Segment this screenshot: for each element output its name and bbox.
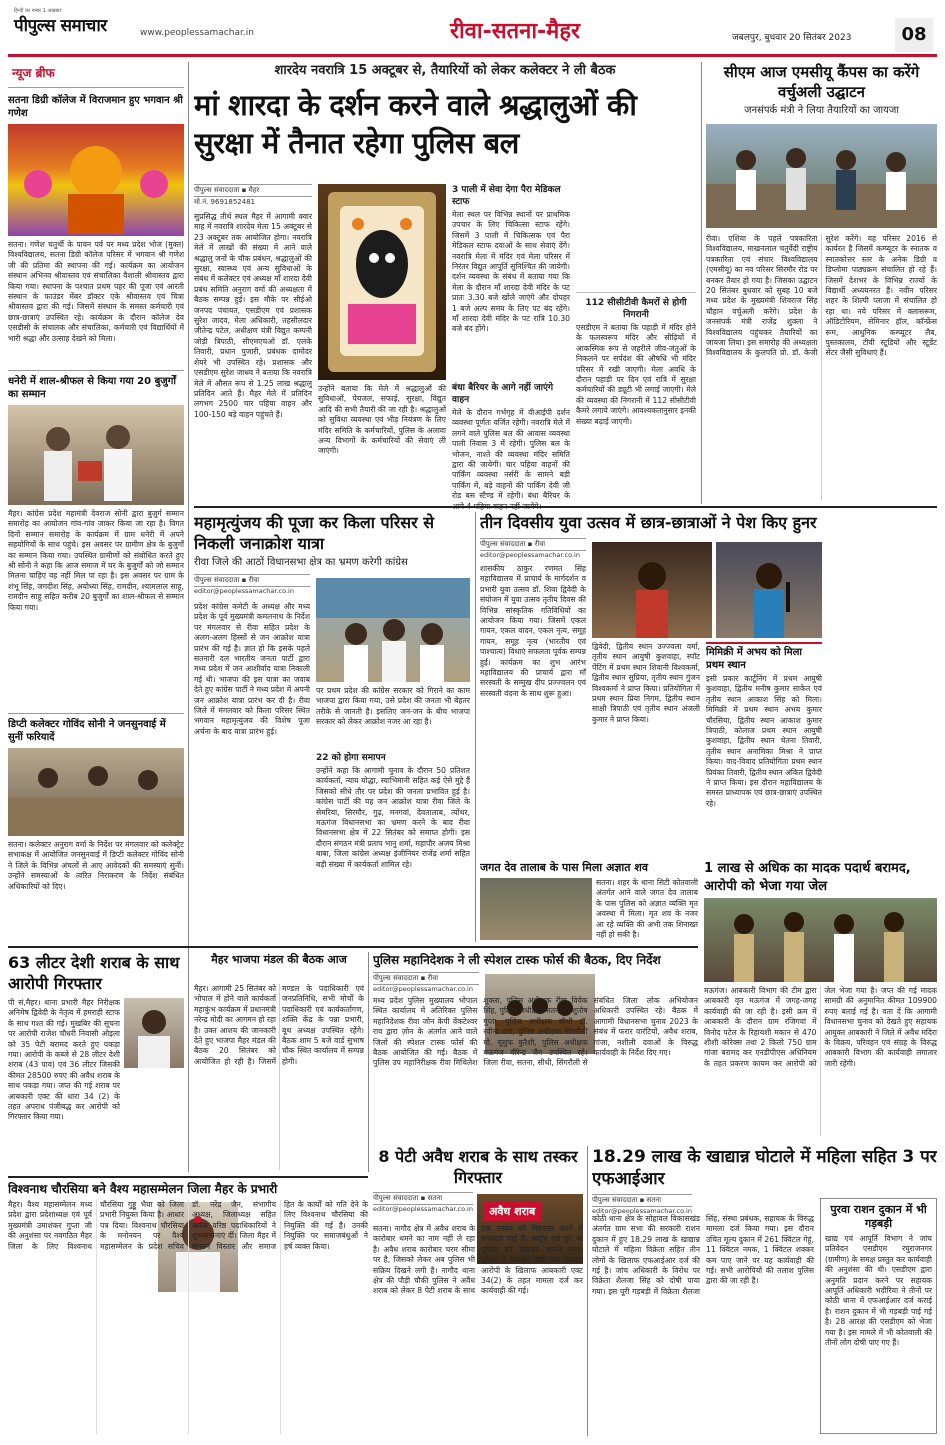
- yuva-email: editor@peoplessamachar.co.in: [480, 551, 580, 559]
- unknown-body-story: [480, 860, 698, 942]
- police-body: मध्य प्रदेश पुलिस मुख्यालय भोपाल स्थित कार्यालय में अतिरिक्त पुलिस महानिदेशक रीवा जोन केपी वेंकटेश्वर राव द्वारा ज़ोन के अंतर्गत आने वाले जिलों की स्पेशल टास्क फोर्स की बैठक आयोजित की गई। बैठक में पुलिस उप महानिरीक्षक रीवा मिथिलेश शुक्ला, पुलिस अधीक्षक रीवा विवेक सिंह, पुलिस अधीक्षक सतना आशुतोष गुप्ता, पुलिस अधीक्षक सीधी डॉ. रवीन्द्र वर्मा, पुलिस अधीक्षक सिंगरौली मो. यूसुफ कुरैशी, पुलिस अधीक्षक मऊगंज वीरेन्द्र जैन उपस्थित रहे। जिला रीवा, सतना, सीधी, सिंगरौली से संबंधित जिला लोक अभियोजन अधिकारी उपस्थित रहे। बैठक में आगामी विधानसभा चुनाव 2023 के संबंध में फरार वारंटियों, अवैध शराब, गांजा, नशीली दवाओं के विरुद्ध कार्यवाही के निर्देश दिए गए।: [373, 996, 698, 1068]
- janakrosh-headline: महामृत्युंजय की पूजा कर किला परिसर से निकली जनाक्रोश यात्रा: [194, 513, 435, 553]
- liquor-63-story: [8, 952, 184, 1172]
- food-side-box: [820, 1198, 937, 1434]
- edition-title: रीवा-सतना-मैहर: [449, 19, 581, 44]
- yuva-body-3b: [828, 542, 937, 854]
- lead-sub-3: 112 सीसीटीवी कैमरों से होगी निगरानी: [576, 292, 696, 321]
- brief-2-body: मैहर। कांग्रेस प्रदेश महामंत्री देवराज सोनी द्वारा बुजुर्ग सम्मान समारोह का आयोजन गांव-गांव जाकर किया जा रहा है। विगत दिनों सम्मान समारोह के कार्यक्रम में ग्राम धनेरी में अपने सहयोगियों के साथ पहुंचे। इस अवसर पर ग्रामीण क्षेत्र के बुजुर्गों का सम्मान किया गया। उपस्थित ग्रामीणों को संबोधित करते हुए श्री सोनी ने कहा कि आज समाज में घर के बुजुर्गों को जो सम्मान मिलना चाहिए वह नहीं मिल पा रहा है। इस अवसर पर ग्राम के शंभू सिंह, जगदीश सिंह, अयोध्या सिंह, रामदीन, श्यामलाल साहू, रामदीन साहू सहित करीब 20 बुजुर्गों का शाल-श्रीफल से सम्मान किया गया।: [8, 509, 184, 612]
- yuva-photo-2: [716, 542, 822, 638]
- logo-tagline: हिन्दी का नम्बर 1 अखबार: [14, 8, 62, 14]
- maa-sharda-idol-illustration: [318, 184, 446, 380]
- lead-body-1: सुप्रसिद्ध तीर्थ स्थल मैहर में आगामी क्वार माह में नवरात्रि शारदेय मेला 15 अक्टूबर से 23 अक्टूबर तक आयोजित होगा। नवरात्रि मेले में लाखों की संख्या में आने वाले श्रद्धालु जनों के चौक प्रबंधन, श्रद्धालुओं की सुरक्षा, स्वास्थ्य एवं अन्य सुविधाओं के संबंध में कलेक्टर एवं अध्यक्ष माँ शारदा देवी प्रबंध समिति अनुराग वर्मा की अध्यक्षता में बैठक सम्पन्न हुई। इस मौके पर सीईओ जनपद पंचायत, एसडीएम एवं प्रशासक सुरेश जादव, मेला अधिकारी, तहसीलदार जीतेन्द्र पटेल, अधीक्षण यंत्री विद्युत कम्पनी जोड़ी त्रिपाठी, सीएमएचओ डॉ. एलके तिवारी, प्रधान पुजारी, प्रबंधक दामोदर शेयरे भी उपस्थित रहे। प्रशासक और एसडीएम सुरेश जाधव ने बताया कि नवरात्रि मेले में औसत रूप से 1.25 लाख श्रद्धालु प्रतिदिन आते हैं। मैहर मेले में प्रतिदिन लगभग 2500 चार पहिया वाहन और 100-150 बड़े वाहन पहुंचते हैं।: [194, 212, 312, 419]
- yuva-utsav-story: [480, 512, 937, 857]
- brief-1-body: सतना। गणेश चतुर्थी के पावन पर्व पर मध्य प्रदेश भोज (मुक्त) विश्वविद्यालय, सतना डिग्री कॉलेज परिसर में भगवान श्री गणेश जी की प्रतिमा की स्थापना की गई। कार्यक्रम का आयोजन संस्थान अभिनव श्रीवास्तव एवं संचालिका वैशाली श्रीवास्तव द्वारा किया गया। स्थापना के पश्चात प्रथम पहर की पूजा एवं आरती संस्थान के फाउंडर मेंबर डॉक्टर एके श्रीवास्तव एवं चित्रा श्रीवास्तव द्वारा की गई। जिसमें संस्थान के समस्त कर्मचारी एवं छात्र-छात्राएं उपस्थित रहे। कार्यक्रम के दौरान कॉलेज देव एसडीसी के संचालक और संचालिका, कर्मचारी एवं विद्यार्थियों में भारी श्रद्धा और उत्साह देखने को मिला।: [8, 240, 184, 343]
- lead-byline-place: मैहर: [248, 186, 260, 194]
- mcu-story: [706, 62, 937, 504]
- drugs-headline: 1 लाख से अधिक का मादक पदार्थ बरामद, आरोपी को भेजा गया जेल: [704, 861, 911, 894]
- news-brief-column: [8, 60, 184, 1000]
- brief-1-photo: [8, 124, 184, 236]
- janakrosh-byline-name: पीपुल्स संवाददाता: [194, 576, 240, 584]
- logo-wordmark: पीपुल्स समाचार: [14, 16, 107, 36]
- bjp-body: मैहर। आगामी 25 सितंबर को भोपाल में होने वाले कार्यकर्ता महाकुंभ कार्यक्रम में प्रधानमंत्री नरेन्द्र मोदी का आगमन हो रहा है। उक्त आशय की जानकारी देते हुए भाजपा मैहर मंडल की बैठक 20 सितंबर को आयोजित हो रही है। जिसमें मण्डल के पदाधिकारी एवं जनप्रतिनिधि, सभी मोर्चों के पदाधिकारी एवं कार्यकर्तागण, शक्ति केंद्र के पन्ना प्रभारी, बूथ अध्यक्ष उपस्थित रहेंगे। बैठक शाम 5 बजे वार्ड सुभाष चौक स्थित कार्यालय में सम्पन्न होगी।: [194, 984, 364, 1066]
- liquor8-byline-place: सतना: [427, 1194, 443, 1202]
- lead-col-3: [452, 184, 570, 502]
- vaishya-body: मैहर। वैश्य महासम्मेलन मध्य प्रदेश द्वारा प्रदेशाध्यक्ष एवं पूर्व मुख्यमंत्री उमाशंकर गुप्ता जी की अनुशंसा पर नवगठित मैहर जिला के लिए विश्वनाथ चौरसिया गुड्डू भैया को जिला प्रभारी नियुक्त किया है। आधार पत्र दिया। विश्वनाथ चौरसिया के मनोनयन पर वैश्य महासम्मेलन के प्रदेश सचिव डॉ. नरेंद्र जैन, संभागीय अध्यक्ष, जिलाध्यक्ष सहित अनेक वरिष्ठ पदाधिकारियों ने शुभकामनाएं दीं। जिला मैहर में संगठन विस्तार और समाज हित के कार्यों को गति देने के लिए विश्वनाथ चौरसिया की नियुक्ति की गई है। उनकी नियुक्ति पर समाजबंधुओं ने हर्ष व्यक्त किया।: [8, 1200, 368, 1251]
- lead-photo: [318, 184, 446, 380]
- janakrosh-byline-place: रीवा: [248, 576, 260, 584]
- yuva-headline: तीन दिवसीय युवा उत्सव में छात्र-छात्राओं ने पेश किए हुनर: [480, 513, 817, 532]
- rally-photo-illustration: [316, 578, 470, 682]
- liquor8-byline: पीपुल्स संवाददाता ▪ सतना: [373, 1192, 473, 1205]
- janakrosh-body-3: उन्होंने कहा कि आगामी चुनाव के दौरान 50 प्रतिशत कार्यकर्ता, न्याय योद्धा, स्वाभिमानी सहित कई ऐसे मुद्दे हैं जिसको सीधे तौर पर प्रदेश की जनता प्रभावित हुई है। कांग्रेस पार्टी की यह जन आक्रोश यात्रा रीवा जिले के सेमरिया, सिरमौर, गुढ़, मनगवां, देवतालाब, त्योंथर, मऊगंज विधानसभा का भ्रमण करने के बाद रीवा विधानसभा क्षेत्र में 22 सितंबर को समाप्त होगी। इस दौरान संगठन मंत्री प्रताप भानु शर्मा, महापौर अजय मिश्रा बाबा, जिला कांग्रेस अध्यक्ष इंजीनियर राजेंद्र शर्मा सहित बड़ी संख्या में कार्यकर्ता शामिल रहे।: [316, 766, 470, 869]
- bjp-headline: मैहर भाजपा मंडल की बैठक आज: [211, 953, 347, 966]
- liquor8-byline-name: पीपुल्स संवाददाता: [373, 1194, 419, 1202]
- liquor8-body: सतना। नागौद क्षेत्र में अवैध शराब के कारोबार थमने का नाम नहीं ले रहा है। अवैध शराब कारोबार चरम सीमा पर है, जिसको लेकर अब पुलिस भी सक्रिय दिखने लगी है। नागौद थाना क्षेत्र की पौड़ी चौकी पुलिस ने अवैध शराब को लेकर 8 पेटी शराब के साथ एक तस्कर को गिरफ्तार करने में सफलता पाई है। कार्टून रखे हुए था पुलिस को देखकर भागने लगा। पुलिस ने तत्काल पीछा कर पकड़ा। आरोपी के खिलाफ आबकारी एक्ट 34(2) के तहत मामला दर्ज कर कार्यवाही की गई।: [373, 1224, 583, 1296]
- website-url[interactable]: www.peoplessamachar.in: [140, 28, 254, 38]
- mcu-body: रीवा। एशिया के पहले पत्रकारिता विश्वविद्यालय, माखनलाल चतुर्वेदी राष्ट्रीय पत्रकारिता एवं संचार विश्वविद्यालय (एमसीयू) का नव परिसर सिरमौर रोड पर बनकर तैयार हो गया है। जिसका उद्घाटन 20 सितंबर बुधवार को सुबह 10 बजे मध्य प्रदेश के मुख्यमंत्री शिवराज सिंह चौहान वर्चुअली करेंगे। प्रदेश के जनसंपर्क मंत्री राजेंद्र शुक्ला ने विश्वविद्यालय पहुंचकर तैयारियों का जायजा लिया। इस समारोह की अध्यक्षता विश्वविद्यालय के कुलपति प्रो. डॉ. केजी सुरेश करेंगे। यह परिसर 2016 से कार्यरत है जिसमें कम्प्यूटर के स्नातक व स्नातकोत्तर स्तर के अनेक डिग्री व डिप्लोमा पाठ्यक्रम संचालित हो रहे हैं। जिसमें देशभर के विभिन्न राज्यों के विद्यार्थी अध्ययनरत हैं। नवीन परिसर शहर के शिल्पी प्लाजा में संचालित हो रहा था। नये परिसर में क्लासरूम, ऑडिटोरियम, सेमिनार हॉल, कॉन्फ्रेंस रूम, आधुनिक कम्प्यूटर लैब, पुस्तकालय, टीवी स्टूडियो और स्टूडेंट सेंटर जैसी सुविधाएं हैं।: [706, 234, 937, 358]
- yuva-body-1: शासकीय ठाकुर रणमत सिंह महाविद्यालय में प्राचार्य के मार्गदर्शन व प्रभारी युवा उत्सव डॉ. शिवा द्विवेदी के संयोजन में युवा उत्सव तृतीय दिवस की विभिन्न सांस्कृतिक गतिविधियों का आयोजन किया गया। जिसमें एकल गायन, एकल वादन, एकल नृत्य, समूह गायन, समूह नृत्य (भारतीय एवं पाश्चात्य) विधाएं सफलता पूर्वक सम्पन्न हुईं। कार्यक्रम का शुभ आरंभ महाविद्यालय की प्राचार्य द्वारा माँ सरस्वती के सम्मुख दीप प्रज्ज्वलन एवं सरस्वती वंदना के साथ शुरू हुआ।: [480, 564, 586, 698]
- yuva-byline-name: पीपुल्स संवाददाता: [480, 540, 526, 548]
- liquor-8-story: [373, 1146, 583, 1436]
- corpse-photo: [480, 878, 592, 940]
- mcu-kicker: जनसंपर्क मंत्री ने लिया तैयारियों का जायजा: [744, 105, 899, 116]
- drugs-body: मऊगंज। आबकारी विभाग की टीम द्वारा आबकारी वृत मऊगंज में जगह-जगह कार्यवाही की जा रही है। इसी क्रम में आबकारी के दौरान ग्राम रजिगवां में विनोद पटेल के रिहायशी मकान से 470 शीशी कोरेक्स तथा 2 किलो 750 ग्राम गांजा बरामद कर एनडीपीएस अधिनियम के तहत प्रकरण कायम कर आरोपी को जेल भेजा गया है। जप्त की गई मादक सामग्री की अनुमानित कीमत 109900 रुपए बताई गई है। वता दें कि आगामी विधानसभा चुनाव को देखते हुए सहायक आयुक्त आबकारी ने जिले में अवैध मदिरा के विक्रय, परिवहन एवं संग्रह के विरुद्ध आबकारी विभाग की कार्यवाही लगातार जारी रहेगी।: [704, 986, 937, 1068]
- vaishya-headline: विश्वनाथ चौरसिया बने वैश्य महासम्मेलन जिला मैहर के प्रभारी: [8, 1176, 368, 1197]
- news-brief-label: न्यूज ब्रीफ: [8, 60, 184, 88]
- lead-byline: पीपुल्स संवाददाता ▪ मैहर: [194, 184, 312, 197]
- yuva-body-2: द्विवेदी, द्वितीय स्थान उज्ज्वला वर्मा, तृतीय स्थान आयुषी कुशवाहा, स्पॉट पेंटिंग में प्रथम स्थान शिवानी विश्वकर्मा, द्वितीय स्थान सुप्रिया, तृतीय स्थान गुंजन विश्वकर्मा ने प्राप्त किया। प्रतियोगिता में प्रथम स्थान प्रिया निगम, द्वितीय स्थान साक्षी त्रिपाठी एवं तृतीय स्थान अंजली कुमार ने प्राप्त किया।: [592, 642, 700, 724]
- bjp-rule: [368, 952, 369, 1172]
- mimicry-performer-illustration: [716, 542, 822, 638]
- bjp-meeting-story: [194, 952, 364, 1172]
- mid-rule: [475, 512, 476, 942]
- police-byline-place: रीवा: [427, 974, 439, 982]
- police-byline: पीपुल्स संवाददाता ▪ रीवा: [373, 972, 479, 985]
- liquor8-rule: [587, 1146, 588, 1436]
- janakrosh-photo: [316, 578, 470, 682]
- masthead-logo: [14, 8, 134, 48]
- lead-body-5: एसडीएम ने बताया कि पहाड़ी में मंदिर होने के फलस्वरूप मंदिर और सीढ़ियों में आकस्मिक रूप से जहरीले जीव-जंतुओं के निकलने पर सर्पदंश की औषधि भी मंदिर परिसर में रखी जाएगी। मेला अवधि के दौरान पहाड़ी पर दिन एवं रात्रि में सुरक्षा कर्मचारियों की ड्यूटी भी लगाई जाएगी। मेले की व्यवस्था की निगरानी में 112 सीसीटीवी कैमरे लगाये जाएंगे। आवश्यकतानुसार इनकी संख्या बढ़ाई जाएगी।: [576, 323, 696, 426]
- janakrosh-email: editor@peoplessamachar.co.in: [194, 587, 294, 595]
- page-number: 08: [895, 18, 933, 52]
- food-email: editor@peoplessamachar.co.in: [592, 1207, 692, 1215]
- food-headline: 18.29 लाख के खाद्यान्न घोटाले में महिला सहित 3 पर एफआईआर: [592, 1147, 937, 1189]
- janakrosh-byline: पीपुल्स संवाददाता ▪ रीवा: [194, 574, 310, 587]
- vaishya-story: [8, 1176, 368, 1436]
- lead-body-2: उन्होंने बताया कि मेले में श्रद्धालुओं की सुविधाओं, पेयजल, सफाई, सुरक्षा, विद्युत आदि की सभी तैयारी की जा रही है। श्रद्धालुओं को सुविधा व्यवस्था एवं भीड़ नियंत्रण के लिए मंदिर समिति के कर्मचारियों, पुलिस के अलावा अन्य विभागों के कर्मचारियों की सेवाएं ली जाएंगी।: [318, 384, 446, 456]
- accused-photo-illustration: [124, 998, 184, 1068]
- lead-byline-block: [194, 184, 312, 207]
- janakrosh-kicker: रीवा जिले की आठों विधानसभा क्षेत्र का भ्रमण करेगी कांग्रेस: [194, 557, 408, 568]
- lead-body-3: मेला स्थल पर विभिन्न स्थानों पर प्राथमिक उपचार के लिए चिकित्सा स्टाफ रहेंगे। जिसमें 3 पाली में चिकित्सक एवं पैरा मेडिकल स्टाफ दवाओं के साथ सेवाएं देंगे। नवरात्रि मेला में मंदिर एवं मेला परिसर में निरंतर विद्युत आपूर्ति सुनिश्चित की जायेगी। दर्शन व्यवस्था के संबंध में बताया गया कि मेला के दौरान माँ शारदा देवी मंदिर के पट प्रातः 3.30 बजे खोले जाएंगे और दोपहर 1 बजे अल्प समय के लिए पट बंद रहेंगे। माँ शारदा देवी मंदिर के पट रात्रि 10.30 बजे बंद होंगे।: [452, 210, 570, 334]
- liquor63-rule: [188, 952, 189, 1172]
- janakrosh-body-2: पर प्रथम प्रदेश की कांग्रेस सरकार को गिराने का काम भाजपा द्वारा किया गया, उसे प्रदेश की जनता भी बेहतर तरीके से जानती है। इसलिए जन-जन के बीच भाजपा सरकार को लेकर आक्रोश नजर आ रहा है।: [316, 686, 470, 727]
- liquor8-email: editor@peoplessamachar.co.in: [373, 1205, 473, 1213]
- lead-headline: मां शारदा के दर्शन करने वाले श्रद्धालुओं की सुरक्षा में तैनात रहेगा पुलिस बल: [194, 88, 637, 160]
- food-byline-name: पीपुल्स संवाददाता: [592, 1196, 638, 1204]
- masthead-rule: [8, 54, 937, 57]
- student-performer-illustration: [592, 542, 712, 638]
- brief-2-headline: धनेरी में शाल-श्रीफल से किया गया 20 बुजुर्गों का सम्मान: [8, 370, 184, 401]
- corpse-body: सतना। शहर के थाना सिटी कोतवाली अंतर्गत आने वाले जगत देव तालाब के पास पुलिस को अज्ञात व्यक्ति मृत अवस्था में मिला। मृत शव के नजर आ रहे व्यक्ति की अभी तक शिनाख्त नहीं हो सकी है।: [596, 878, 698, 940]
- food-body: कोठी थाना क्षेत्र के सोहावल विकासखंड अंतर्गत ग्राम सभा की सरकारी राशन दुकान में हुए 18.29 लाख के खाद्यान्न घोटाले में महिला विक्रेता सहित तीन लोगों के खिलाफ एफआईआर दर्ज की गई है। जांच अधिकारी के विरोध पर विक्रेता शैलजा सिंह को दोषी पाया गया। इस पूरी गड़बड़ी में विक्रेता शैलजा सिंह, संस्था प्रबंधक, सहायक के विरुद्ध मामला दर्ज किया गया। इस दौरान उचित मूल्य दुकान में 261 क्विंटल गेहूं, 11 क्विंटल नमक, 1 क्विंटल शक्कर कम पाए जाने पर यह कार्यवाही की गई। सभी आरोपियों की तलाश पुलिस द्वारा की जा रही है।: [592, 1214, 814, 1296]
- lead-mobile: मो.नं. 9691852481: [194, 198, 256, 206]
- police-email: editor@peoplessamachar.co.in: [373, 985, 473, 993]
- food-byline: पीपुल्स संवाददाता ▪ सतना: [592, 1194, 692, 1207]
- brief-2-photo: [8, 405, 184, 505]
- masthead: [0, 0, 945, 58]
- yuva-byline-place: रीवा: [534, 540, 546, 548]
- lead-byline-name: पीपुल्स संवाददाता: [194, 186, 240, 194]
- yuva-photo-1: [592, 542, 712, 638]
- lead-sub-2: बंधा बैरियर के आगे नहीं जाएंगे वाहन: [452, 383, 554, 405]
- left-column-rule: [188, 62, 189, 1000]
- corpse-headline: जगत देव तालाब के पास मिला अज्ञात शव: [480, 861, 648, 874]
- edition-banner: [415, 14, 615, 50]
- section-rule-2: [8, 946, 698, 948]
- hearing-photo-illustration: [8, 748, 184, 836]
- lead-kicker: शारदेय नवरात्रि 15 अक्टूबर से, तैयारियों को लेकर कलेक्टर ने ली बैठक: [274, 63, 616, 78]
- janakrosh-sub: 22 को होगा समापन: [316, 753, 386, 763]
- section-rule-1: [194, 506, 937, 508]
- ganesh-idol-illustration: [8, 124, 184, 236]
- dateline: जबलपुर, बुधवार 20 सितंबर 2023: [732, 33, 852, 43]
- mcu-photo: [706, 124, 937, 228]
- janakrosh-body-1: प्रदेश कांग्रेस कमेटी के अध्यक्ष और मध्य प्रदेश के पूर्व मुख्यमंत्री कमलनाथ के निर्देश पर मंगलवार से रीवा सहित प्रदेश के अलग-अलग हिस्सों से जन आक्रोश यात्रा प्रारंभ की गई है। ज्ञात हो कि इसके पहले सतनारी दल भारतीय जनता पार्टी द्वारा मध्य प्रदेश में जन आशीर्वाद यात्रा निकाली गई थी। भाजपा की इस यात्रा का जवाब देते हुए कांग्रेस पार्टी ने मध्य प्रदेश में अपनी जन आक्रोश यात्रा प्रारंभ कर दी है। रीवा जिले में मंगलवार को किला परिसर स्थित भगवान महामृत्युंजय की विशेष पूजा अर्चना के बाद यात्रा प्रारंभ हुई।: [194, 602, 310, 736]
- yuva-byline: पीपुल्स संवाददाता ▪ रीवा: [480, 538, 586, 551]
- liquor63-headline: 63 लीटर देशी शराब के साथ आरोपी गिरफ्तार: [8, 953, 180, 993]
- lead-col-4: [576, 184, 696, 502]
- brief-3-photo: [8, 748, 184, 836]
- police-byline-name: पीपुल्स संवाददाता: [373, 974, 419, 982]
- liquor8-stamp-label: अवैध शराब: [483, 1202, 541, 1221]
- janakrosh-story: [194, 512, 470, 942]
- lead-body-4: मेले के दौरान गर्भगृह में वीआईपी दर्शन व्यवस्था पूर्णतः वर्जित रहेगी। नवरात्रि मेले में लगने वाले पुलिस बल की आवास व्यवस्था पाली निवास 3 में रहेगी। पुलिस बल के भोजन, नाश्ते की व्यवस्था मंदिर समिति द्वारा की जायेगी। चार पहिया वाहनों की पार्किंग व्यवस्था नर्सरी के सामने बड़ी पार्किंग में, बड़े वाहनों की पार्किंग देवी जी रोड बस स्टैण्ड में रहेगी। बंधा बैरियर के: [452, 408, 570, 501]
- food-byline-place: सतना: [646, 1196, 662, 1204]
- police-headline: पुलिस महानिदेशक ने ली स्पेशल टास्क फोर्स की बैठक, दिए निर्देश: [373, 953, 661, 967]
- yuva-body-3: इसी प्रकार कार्टूनिंग में प्रथम आयुषी कुशवाहा, द्वितीय मनीष कुमार साकेत एवं तृतीय स्थान आकाश सिंह को मिला। मिमिक्री में प्रथम स्थान अभय कुमार चौरसिया, द्वितीय स्थान आकाश कुमार त्रिपाठी, कोलाज प्रथम स्थान आयुषी कुशवाहा, द्वितीय स्थान चेतना तिवारी, तृतीय स्थान अनामिका मिश्रा ने प्राप्त किया। वाद-विवाद प्रतियोगिता प्रथम स्थान प्रियंका तिवारी, द्वितीय स्थान अंकित द्विवेदी ने प्राप्त किया। इस दौरान महाविद्यालय के समस्त प्राध्यापक एवं छात्र-छात्राएं उपस्थित रहे।: [706, 674, 822, 808]
- liquor63-body: पी सं,मैहर। थाना प्रभारी मैहर निरीक्षक अनिमेष द्विवेदी के नेतृत्व में हमराही स्टाफ के साथ गश्त की गई। मुखबिर की सूचना पर आरोपी राजेश चौधरी निवासी ओइला को 35 पेटी बरामद करते हुए पकड़ा गया। आरोपी के कब्जे से 28 लीटर देशी शराब (43 पाव) एवं 36 लीटर जिसकी कीमत 28500 रुपए की अवैध शराब के साथ पकड़ा गया। जप्त की गई शराब पर आबकारी एक्ट की धारा 34 (2) के तहत अपराध पंजीबद्ध कर आरोपी को गिरफ्तार किया गया।: [8, 998, 120, 1122]
- felicitation-photo-illustration: [8, 405, 184, 505]
- lead-right-rule: [701, 62, 702, 504]
- brief-3-headline: डिप्टी कलेक्टर गोविंद सोनी ने जनसुनवाई में सुनीं फरियादें: [8, 713, 184, 744]
- lead-story: [194, 62, 696, 504]
- mcu-headline: सीएम आज एमसीयू कैंपस का करेंगे वर्चुअली उद्घाटन: [723, 63, 920, 101]
- food-scam-story: [592, 1146, 937, 1436]
- police-meeting-story: [373, 952, 937, 1142]
- food-side-headline: पुरवा राशन दुकान में भी गड़बड़ी: [830, 1203, 927, 1230]
- lead-body-4b: [576, 184, 696, 288]
- brief-1-headline: सतना डिग्री कॉलेज में विराजमान हुए भगवान श्री गणेश: [8, 95, 183, 119]
- liquor8-headline: 8 पेटी अवैध शराब के साथ तस्कर गिरफ्तार: [378, 1147, 578, 1187]
- yuva-caption: मिमिक्री में अभय को मिला प्रथम स्थान: [706, 642, 822, 672]
- liquor63-photo: [124, 998, 184, 1068]
- food-side-body: खाद्य एवं आपूर्ति विभाग ने जांच प्रतिवेदन एसडीएम रघुराजनगर (ग्रामीण) के समक्ष प्रस्तुत कर कार्यवाही की अनुशंसा की थी। एसडीएम द्वारा अनुमति प्रदान करने पर सहायक आपूर्ति अधिकारी भदौरिया ने तीनों पर कोठी थाना में एफआईआर दर्ज कराई है। राशन दुकान में भी गड़बड़ी पाई गई है। 28 आरक्ष की एसडीएम को भेजा गया है। इस मामले में भी कोतवाली की तीनों लोग दोषी पाए गए हैं।: [825, 1234, 932, 1348]
- lead-sub-1: 3 पाली में सेवा देगा पैरा मेडिकल स्टाफ: [452, 185, 561, 207]
- brief-3-body: सतना। कलेक्टर अनुराग वर्मा के निर्देश पर मंगलवार को कलेक्ट्रेट सभाकक्ष में आयोजित जनसुनवाई में डिप्टी कलेक्टर गोविंद सोनी ने जिले के विभिन्न अंचलों से आए आवेदकों की समस्याएं सुनीं। उन्होंने समस्याओं के त्वरित निराकरण के निर्देश संबंधित अधिकारियों को दिए।: [8, 840, 184, 891]
- minister-visit-photo-illustration: [706, 124, 937, 228]
